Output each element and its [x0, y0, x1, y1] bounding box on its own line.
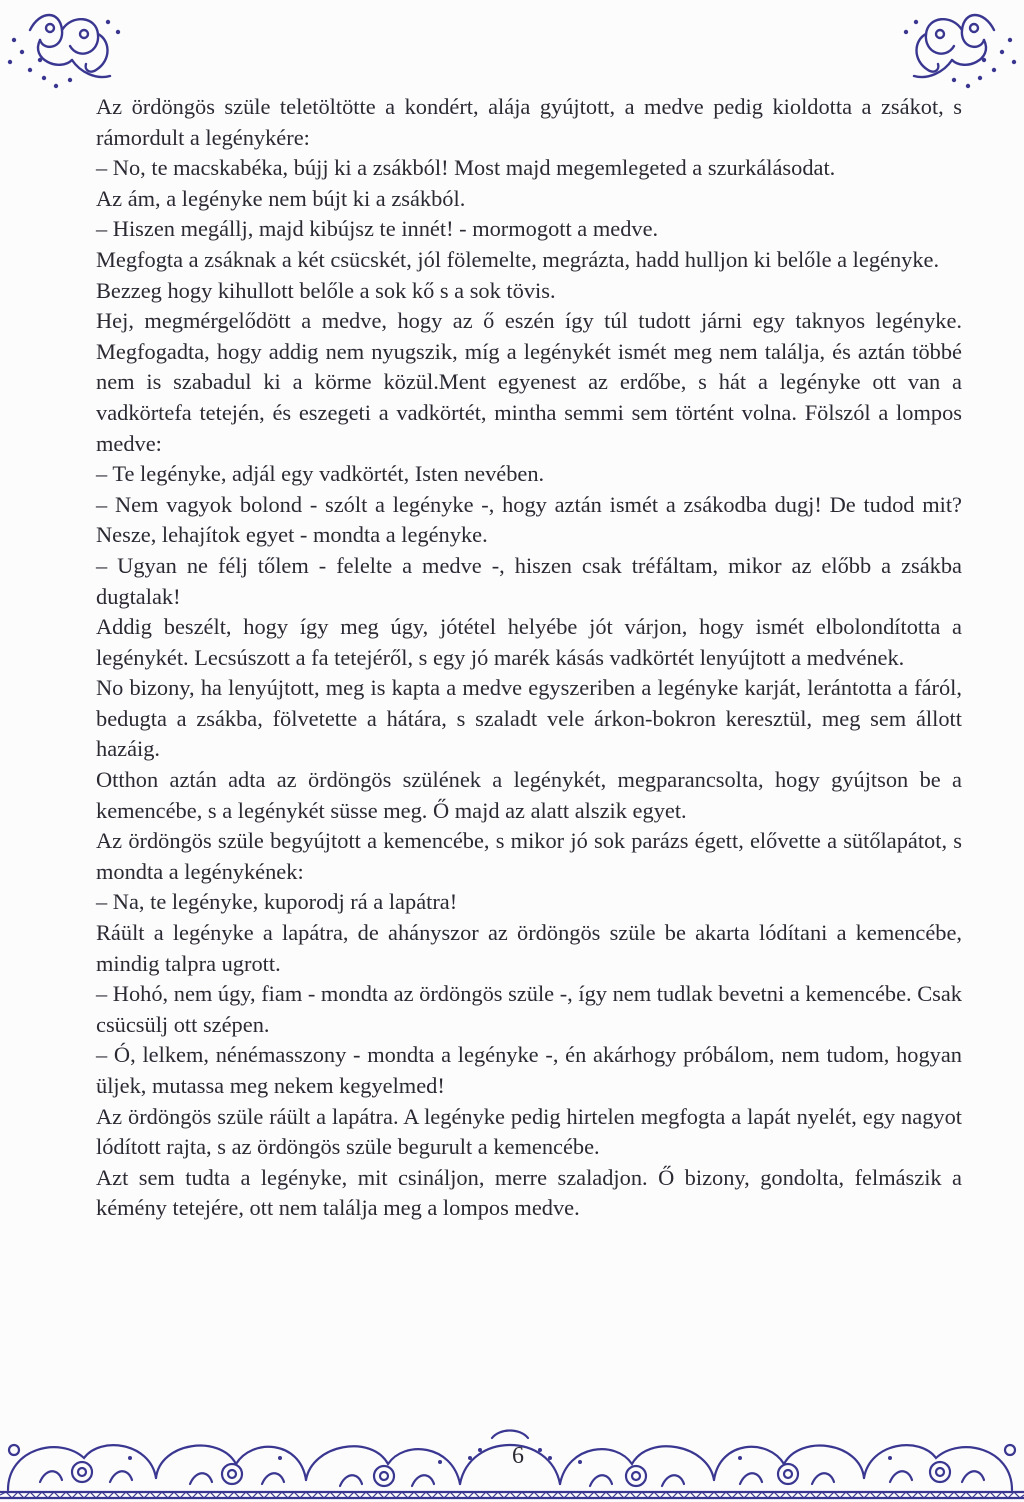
- folk-floral-corner-left-icon: [0, 0, 150, 100]
- paragraph: Azt sem tudta a legényke, mit csináljon, merre szaladjon. Ő bizony, gondolta, felmászik a kémény tetejére, ott nem találja meg a lompos medve.: [96, 1164, 962, 1221]
- paragraph: – Hohó, nem úgy, fiam - mondta az ördöngös szüle -, így nem tudlak bevetni a kemencébe. Csak csücsülj ott szépen.: [96, 981, 962, 1037]
- story-text: [96, 92, 962, 1224]
- paragraph: No bizony, ha lenyújtott, meg is kapta a medve egyszeriben a legényke karját, lerántotta a fáról, bedugta a zsákba, fölvetette a hátára, s szaladt vele árkon-bokron keresztül, meg sem állott hazáig.: [96, 675, 962, 762]
- paragraph: – Hiszen megállj, majd kibújsz te innét! - mormogott a medve.: [96, 216, 659, 242]
- paragraph: Otthon aztán adta az ördöngös szülének a legénykét, megparancsolta, hogy gyújtson be a kemencébe, s a legénykét süsse meg. Ő majd az alatt alszik egyet.: [96, 767, 962, 823]
- paragraph: Az ördöngös szüle ráült a lapátra. A legényke pedig hirtelen megfogta a lapát nyelét, egy nagyot lódított rajta, s az ördöngös szüle begurult a kemencébe.: [96, 1103, 962, 1160]
- paragraph: – Ó, lelkem, nénémasszony - mondta a legényke -, én akárhogy próbálom, nem tudom, hogyan üljek, mutassa meg nekem kegyelmed!: [96, 1042, 962, 1098]
- paragraph: – Na, te legényke, kuporodj rá a lapátra!: [96, 889, 458, 915]
- folk-floral-corner-right-icon: [874, 0, 1024, 100]
- paragraph: Ráült a legényke a lapátra, de ahányszor az ördöngös szüle be akarta lódítani a kemencébe, mindig talpra ugrott.: [96, 920, 962, 976]
- paragraph: Az ám, a legényke nem bújt ki a zsákból.: [96, 185, 466, 211]
- paragraph: – Te legényke, adjál egy vadkörtét, Isten nevében.: [96, 461, 545, 487]
- paragraph: – No, te macskabéka, bújj ki a zsákból! Most majd megemlegeted a szurkálásodat.: [96, 155, 836, 181]
- paragraph: Az ördöngös szüle begyújtott a kemencébe, s mikor jó sok parázs égett, elővette a sütőlapátot, s mondta a legénykének:: [96, 828, 962, 884]
- paragraph: – Ugyan ne félj tőlem - felelte a medve -, hiszen csak tréfáltam, mikor az előbb a zsákba dugtalak!: [96, 552, 962, 609]
- paragraph: Addig beszélt, hogy így meg úgy, jótétel helyébe jót várjon, hogy ismét elbolondította a legénykét. Lecsúszott a fa tetejéről, s egy jó marék kásás vadkörtét lenyújtott a medvének.: [96, 614, 962, 670]
- paragraph: Hej, megmérgelődött a medve, hogy az ő eszén így túl tudott járni egy taknyos legényke. Megfogadta, hogy addig nem nyugszik, míg a legénykét ismét meg nem találja, és aztán többé nem is szabadul ki a körme közül.Ment egyenest az erdőbe, s hát a legényke ott van a vadkörtefa tetején, és eszegeti a vadkörtét, mintha semmi sem történt volna. Fölszól a lompos medve:: [96, 308, 962, 456]
- paragraph: Megfogta a zsáknak a két csücskét, jól fölemelte, megrázta, hadd hulljon ki belőle a legényke.: [96, 246, 940, 272]
- paragraph: Bezzeg hogy kihullott belőle a sok kő s a sok tövis.: [96, 277, 556, 303]
- page-number: 6: [512, 1443, 524, 1469]
- paragraph: – Nem vagyok bolond - szólt a legényke -, hogy aztán ismét a zsákodba dugj! De tudod mit? Nesze, lehajítok egyet - mondta a legényke.: [96, 491, 962, 548]
- paragraph: Az ördöngös szüle teletöltötte a kondért, alája gyújtott, a medve pedig kioldotta a zsákot, s rámordult a legénykére:: [96, 94, 962, 150]
